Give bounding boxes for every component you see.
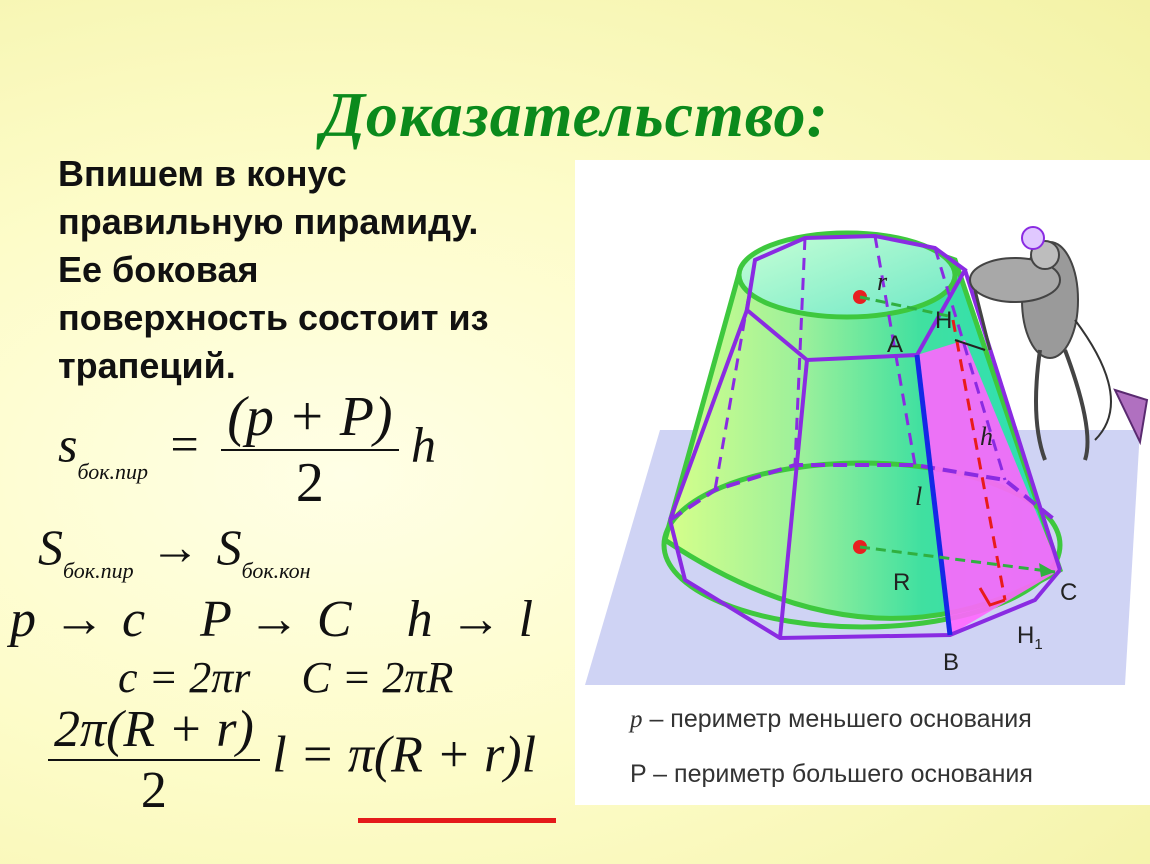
- label-H: H: [935, 307, 953, 334]
- formula-cone-area: $\frac{2\pi(R + r)}{2}$ l = π(R + r)l: [48, 700, 536, 820]
- label-B: B: [943, 649, 960, 676]
- paragraph-line: Ее боковая: [58, 249, 259, 290]
- fraction: $\frac{2\pi(R + r)}{2}$: [48, 700, 260, 820]
- slide-title: Доказательство:: [321, 79, 829, 150]
- paragraph-line: правильную пирамиду.: [58, 201, 479, 242]
- label-h: h: [980, 422, 993, 451]
- proof-paragraph: [58, 150, 578, 390]
- formula-limit-area: $S_{бок.пир} \to S_{бок.кон}$: [38, 519, 311, 583]
- label-r: r: [877, 267, 888, 296]
- label-A: A: [887, 331, 904, 358]
- formula-pyramid-area: $s_{бок.пир}$ = $\frac{(p + P)}{2}$ h: [58, 386, 437, 514]
- fraction: $\frac{(p + P)}{2}$: [221, 385, 398, 515]
- legend-large-perimeter: P – периметр большего основания: [630, 760, 1033, 788]
- result-underline: [358, 818, 556, 823]
- label-l: l: [915, 482, 923, 511]
- paragraph-line: Впишем в конус: [58, 153, 347, 194]
- paragraph-line: трапеций.: [58, 345, 236, 386]
- formula-circumferences: c = 2πr C = 2πR: [118, 653, 454, 702]
- label-H1: $H_1$: [1017, 622, 1043, 653]
- formula-limits: p → c P → C h → l: [10, 591, 534, 648]
- label-C: C: [1060, 579, 1078, 606]
- legend-small-perimeter: p – периметр меньшего основания: [630, 705, 1032, 733]
- label-R: R: [893, 569, 911, 596]
- paragraph-line: поверхность состоит из: [58, 297, 489, 338]
